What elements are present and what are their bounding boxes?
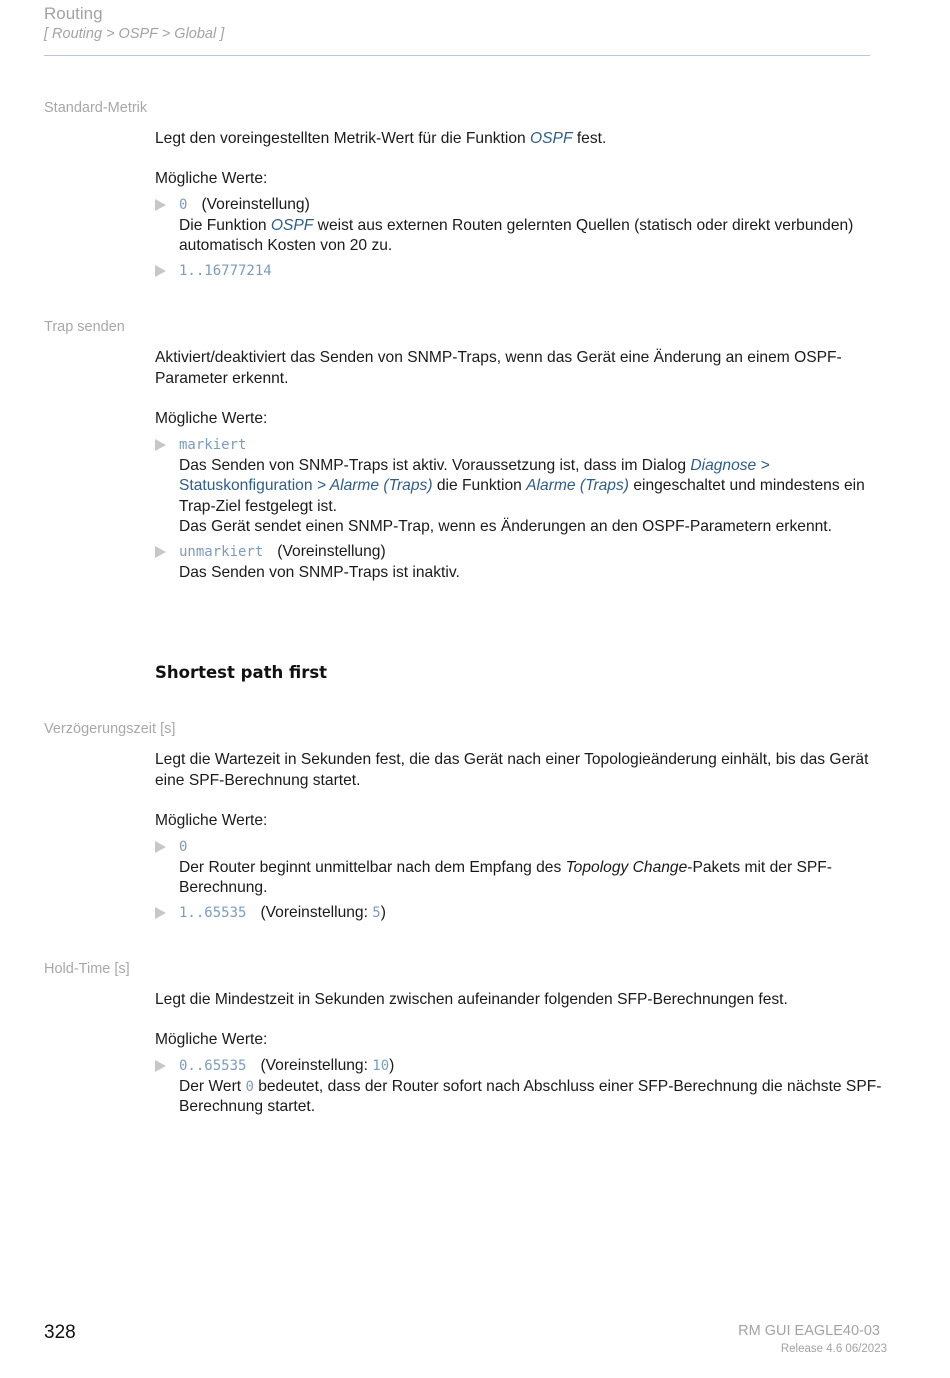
triangle-bullet-icon [155,199,166,211]
param-description: Legt die Wartezeit in Sekunden fest, die das Gerät nach einer Topologieänderung einhält, bis das Gerät eine SPF-Berechnung startet. [155,751,869,789]
document-id: RM GUI EAGLE40-03 [738,1323,880,1339]
param-label-delay: Verzögerungszeit [s] [44,721,176,737]
possible-values-label: Mögliche Werte: [155,410,268,427]
release-info: Release 4.6 06/2023 [780,1343,887,1355]
value-code: unmarkiert [179,544,264,560]
inline-code: 0 [245,1078,254,1095]
value-code: 0 [179,839,188,855]
header-divider [44,55,870,56]
triangle-bullet-icon [155,841,166,853]
page-number: 328 [44,1322,76,1343]
subsection-heading: Shortest path first [155,663,328,682]
value-item: 1..65535 (Voreinstellung: 5) [155,903,895,924]
param-description: Aktiviert/deaktiviert das Senden von SNMP-Traps, wenn das Gerät eine Änderung an einem OSPF-Parameter erkennt. [155,349,842,387]
value-item: 0..65535 (Voreinstellung: 10) Der Wert 0 bedeutet, dass der Router sofort nach Abschluss einer SFP-Berechnung die nächste SPF-Berechnung startet. [155,1056,895,1118]
value-item: markiert Das Senden von SNMP-Traps ist aktiv. Voraussetzung ist, dass im Dialog Diagnose > Statuskonfiguration > Alarme (Traps) die Funktion Alarme (Traps) eingeschaltet und mindestens ein Trap-Ziel festgelegt ist. Das Gerät sendet einen SNMP-Trap, wenn es Änderungen an den OSPF-Parametern erkennt. [155,435,895,538]
param-description: Legt den voreingestellten Metrik-Wert für die Funktion OSPF fest. [155,130,607,147]
dialog-reference[interactable]: Diagnose > [690,456,770,474]
default-marker: (Voreinstellung) [277,543,386,560]
param-label-standard-metric: Standard-Metrik [44,100,148,116]
possible-values-label: Mögliche Werte: [155,812,268,829]
triangle-bullet-icon [155,907,166,919]
function-reference[interactable]: Alarme (Traps) [526,477,629,494]
triangle-bullet-icon [155,265,166,277]
value-code: 0 [179,197,188,213]
triangle-bullet-icon [155,546,166,558]
dialog-reference[interactable]: Statuskonfiguration [179,477,313,494]
value-code: 1..65535 [179,905,247,921]
section-title: Routing [44,4,103,23]
possible-values-label: Mögliche Werte: [155,170,268,187]
default-value-code: 10 [372,1058,390,1074]
breadcrumb: [ Routing > OSPF > Global ] [44,26,225,42]
value-code: 0..65535 [179,1058,247,1074]
default-marker: (Voreinstellung) [201,196,310,213]
possible-values-label: Mögliche Werte: [155,1031,268,1048]
function-reference[interactable]: OSPF [530,130,573,147]
param-description: Legt die Mindestzeit in Sekunden zwischen aufeinander folgenden SFP-Berechnungen fest. [155,991,788,1008]
value-item: unmarkiert (Voreinstellung) Das Senden von SNMP-Traps ist inaktiv. [155,542,895,583]
dialog-reference[interactable]: Alarme (Traps) [329,477,433,494]
value-code: 1..16777214 [179,263,272,279]
triangle-bullet-icon [155,439,166,451]
triangle-bullet-icon [155,1060,166,1072]
value-item: 0 Der Router beginnt unmittelbar nach dem Empfang des Topology Change-Pakets mit der SPF-Berechnung. [155,837,895,899]
value-item: 0 (Voreinstellung) Die Funktion OSPF weist aus externen Routen gelernten Quellen (statisch oder direkt verbunden) automatisch Kosten von 20 zu. [155,195,895,257]
param-label-hold-time: Hold-Time [s] [44,961,130,977]
param-label-trap-senden: Trap senden [44,319,125,335]
value-item [155,261,895,282]
function-reference[interactable]: OSPF [270,216,314,234]
default-value-code: 5 [372,905,381,921]
value-code: markiert [179,437,247,453]
